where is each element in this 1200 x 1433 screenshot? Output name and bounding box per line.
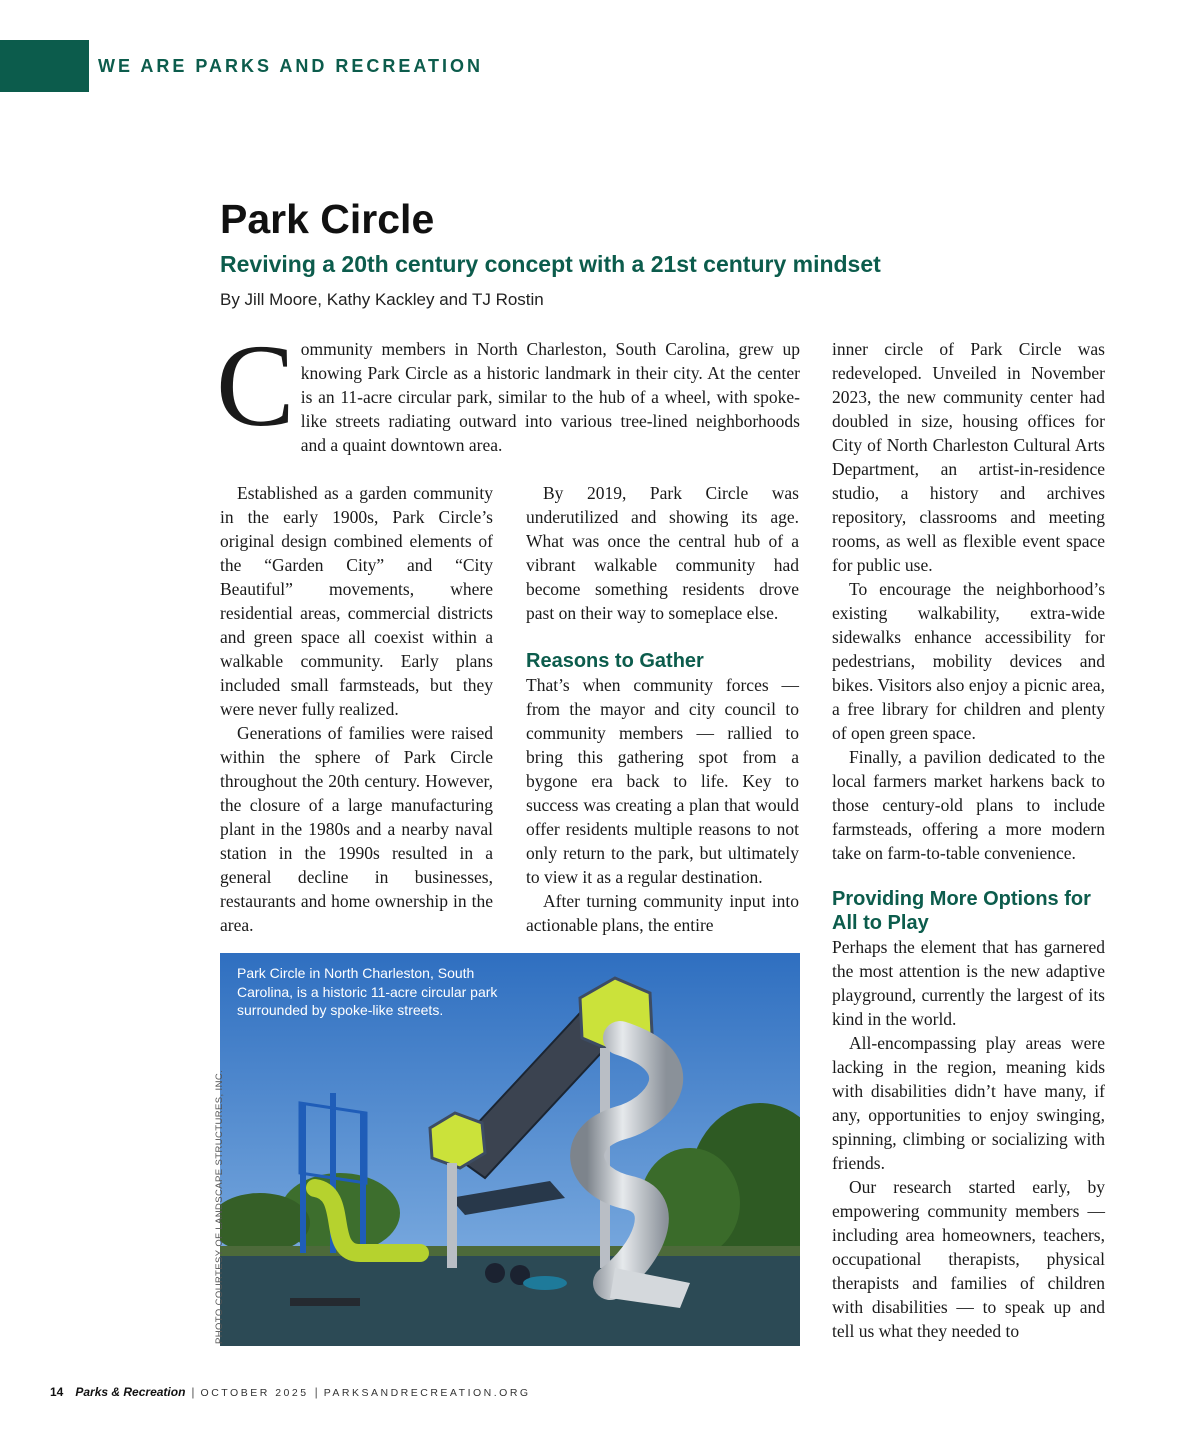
intro-paragraph <box>216 320 800 457</box>
paragraph: Established as a garden community in the early 1900s, Park Circle’s original design combined elements of the “Garden City” and “City Beautiful” movements, where residential areas, commercial districts and green space all coexist within a walkable community. Early plans included small farmsteads, but they were never fully realized. <box>220 483 493 719</box>
photo-credit: PHOTO COURTESY OF LANDSCAPE STRUCTURES, INC. <box>214 1069 225 1344</box>
paragraph: inner circle of Park Circle was redeveloped. Unveiled in November 2023, the new community center had doubled in size, housing offices for City of North Charleston Cultural Arts Department, an artist-in-residence studio, a history and archives repository, classrooms and meeting rooms, as well as flexible event space for public use. <box>832 339 1105 575</box>
article-title: Park Circle <box>220 196 435 242</box>
section-label: WE ARE PARKS AND RECREATION <box>98 56 484 76</box>
page-number: 14 <box>50 1385 64 1399</box>
column-3 <box>832 337 1105 1343</box>
section-heading-options: Providing More Options for All to Play <box>832 888 1091 934</box>
paragraph: Finally, a pavilion dedicated to the local farmers market harkens back to those century-old plans to include farmsteads, offering a more modern take on farm-to-table convenience. <box>832 747 1105 863</box>
footer-separator: | <box>191 1385 195 1399</box>
column-2 <box>526 481 799 937</box>
paragraph: All-encompassing play areas were lacking in the region, meaning kids with disabilities didn’t have many, if any, opportunities to enjoy swinging, spinning, climbing or socializing with friends. <box>832 1033 1105 1173</box>
section-heading-reasons: Reasons to Gather <box>526 650 704 672</box>
column-1 <box>220 481 493 937</box>
byline: By Jill Moore, Kathy Kackley and TJ Rostin <box>220 290 544 309</box>
header-color-block <box>0 40 89 92</box>
footer-separator: | <box>314 1385 318 1399</box>
paragraph: Generations of families were raised within the sphere of Park Circle throughout the 20th century. However, the closure of a large manufacturing plant in the 1980s and a nearby naval station in the 1990s resulted in a general decline in businesses, restaurants and home ownership in the area. <box>220 723 493 935</box>
photo-caption: Park Circle in North Charleston, South Carolina, is a historic 11-acre circular park surrounded by spoke-like streets. <box>237 965 498 1018</box>
paragraph: Perhaps the element that has garnered the most attention is the new adaptive playground, currently the largest of its kind in the world. <box>832 937 1105 1029</box>
intro-text: ommunity members in North Charleston, South Carolina, grew up knowing Park Circle as a historic landmark in their city. At the center is an 11-acre circular park, similar to the hub of a wheel, with spoke-like streets radiating outward into various tree-lined neighborhoods and a quaint downtown area. <box>300 339 800 455</box>
paragraph: By 2019, Park Circle was underutilized and showing its age. What was once the central hub of a vibrant walkable community had become something residents drove past on their way to someplace else. <box>526 483 799 623</box>
paragraph: Our research started early, by empowering community members — including area homeowners, teachers, occupational therapists, physical therapists and families of children with disabilities — to speak up and tell us what they needed to <box>832 1177 1105 1341</box>
website-link[interactable]: PARKSANDRECREATION.ORG <box>323 1387 531 1399</box>
playground-photo <box>220 953 800 1346</box>
paragraph: After turning community input into actionable plans, the entire <box>526 891 799 935</box>
paragraph: That’s when community forces — from the mayor and city council to community members — rallied to bring this gathering spot from a bygone era back to life. Key to success was creating a plan that would offer residents multiple reasons to not only return to the park, but ultimately to view it as a regular destination. <box>526 675 799 887</box>
issue-date: OCTOBER 2025 <box>200 1387 309 1399</box>
paragraph: To encourage the neighborhood’s existing walkability, extra-wide sidewalks enhance accessibility for pedestrians, mobility devices and bikes. Visitors also enjoy a picnic area, a free library for children and plenty of open green space. <box>832 579 1105 743</box>
footer <box>50 1385 531 1399</box>
magazine-name: Parks & Recreation <box>75 1385 186 1399</box>
article-subtitle: Reviving a 20th century concept with a 21st century mindset <box>220 251 881 277</box>
drop-cap: C <box>216 320 295 451</box>
